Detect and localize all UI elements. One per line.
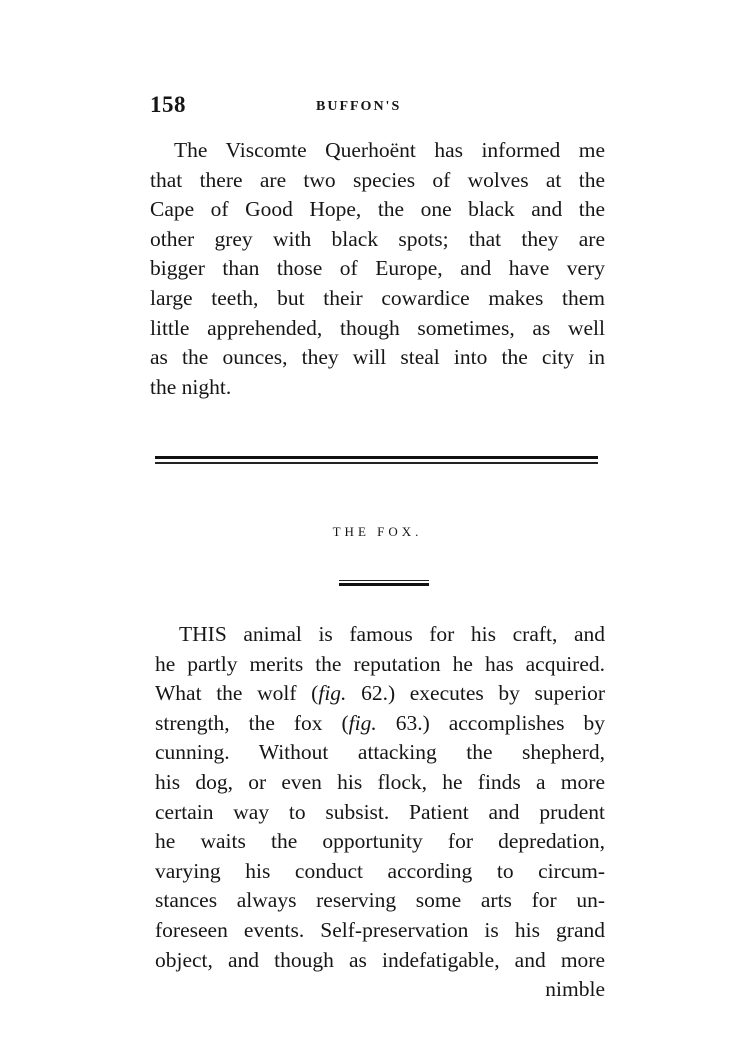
text-line: he waits the opportunity for depredation, xyxy=(155,829,605,854)
page-number: 158 xyxy=(150,92,186,117)
text-line: Cape of Good Hope, the one black and the xyxy=(150,197,605,222)
text-line: as the ounces, they will steal into the city in xyxy=(150,345,605,370)
text-line: large teeth, but their cowardice makes them xyxy=(150,285,605,310)
catchword: nimble xyxy=(545,977,605,1002)
text-line xyxy=(155,679,605,709)
figure-reference: fig. xyxy=(318,681,347,706)
paragraph-wolves xyxy=(150,136,605,402)
text-line: stances always reserving some arts for un- xyxy=(155,888,605,913)
text-fragment: 62.) executes by superior xyxy=(346,681,606,706)
running-head: BUFFON'S xyxy=(316,99,402,114)
section-divider-double-rule xyxy=(155,456,598,464)
paragraph-fox xyxy=(155,620,605,1005)
text-line: bigger than those of Europe, and have very xyxy=(150,256,605,281)
text-line: his dog, or even his flock, he finds a more xyxy=(155,769,605,794)
rule-thin xyxy=(339,580,429,581)
text-line: foreseen events. Self-preservation is his grand xyxy=(155,917,605,942)
text-line: cunning. Without attacking the shepherd, xyxy=(155,740,605,765)
text-line: varying his conduct according to circum- xyxy=(155,858,605,883)
section-title-underline-rule xyxy=(339,580,429,586)
text-line: THIS animal is famous for his craft, and xyxy=(179,622,605,646)
text-line: he partly merits the reputation he has acquired. xyxy=(155,651,605,676)
rule-thick xyxy=(339,583,429,586)
figure-reference: fig. xyxy=(348,710,377,735)
text-fragment: 63.) accomplishes by xyxy=(376,710,605,735)
text-line xyxy=(155,709,605,739)
text-line: the night. xyxy=(150,374,232,399)
text-fragment: strength, the fox ( xyxy=(155,710,349,735)
text-line: certain way to subsist. Patient and prudent xyxy=(155,799,605,824)
section-title: THE FOX. xyxy=(332,524,423,539)
text-line: that there are two species of wolves at the xyxy=(150,167,605,192)
rule-thin xyxy=(155,462,598,464)
text-line: other grey with black spots; that they are xyxy=(150,226,605,251)
text-line: little apprehended, though sometimes, as well xyxy=(150,315,605,340)
text-fragment: What the wolf ( xyxy=(155,681,319,706)
rule-thick xyxy=(155,456,598,459)
text-line: The Viscomte Querhoënt has informed me xyxy=(174,138,605,162)
text-line: object, and though as indefatigable, and more xyxy=(155,947,605,972)
